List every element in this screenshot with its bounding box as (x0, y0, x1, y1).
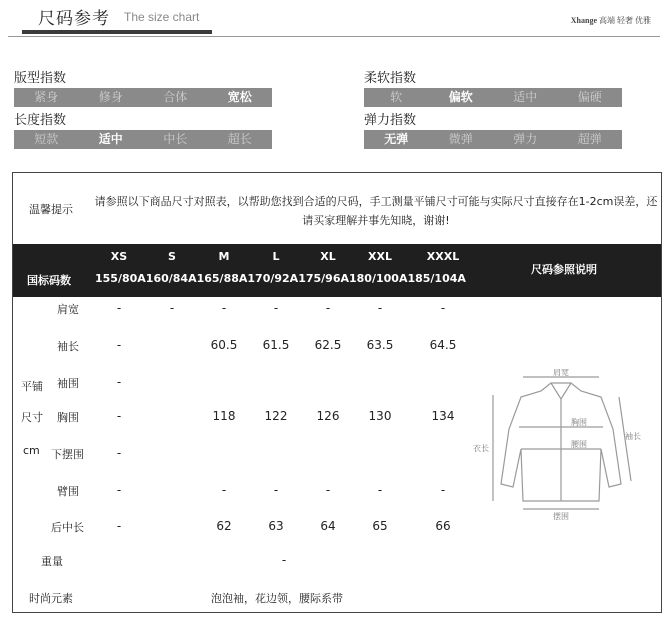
table-cell: - (377, 301, 383, 315)
side-label-flat: 平铺 (21, 380, 43, 393)
tip-section (13, 173, 661, 243)
index-option: 软 (390, 90, 403, 104)
index-option: 修身 (98, 90, 123, 104)
table-cell: 64.5 (429, 338, 457, 352)
table-cell: 130 (368, 409, 392, 423)
table-cell: 61.5 (262, 338, 290, 352)
index-option: 紧身 (34, 90, 59, 104)
figure-label-sleeve: 袖长 (625, 432, 641, 441)
brand-name: Xhange (570, 16, 597, 25)
size-header-l: L (272, 250, 280, 263)
elasticity-index (364, 112, 622, 149)
index-option: 超长 (227, 132, 252, 146)
table-cell: - (116, 375, 122, 389)
table-cell: - (325, 301, 331, 315)
figure-label-length: 衣长 (473, 444, 489, 453)
row-label: 臂围 (57, 485, 79, 498)
table-cell: 60.5 (210, 338, 238, 352)
table-cell: - (221, 301, 227, 315)
size-header-xs: XS (110, 250, 128, 263)
standard-code-label: 国标码数 (27, 274, 71, 287)
softness-index (364, 70, 622, 107)
softness-index-bar (364, 88, 622, 107)
table-cell: - (377, 483, 383, 497)
fit-index (14, 70, 272, 107)
row-label: 胸围 (57, 411, 79, 424)
index-option: 短款 (34, 132, 59, 146)
row-label: 袖长 (57, 340, 79, 353)
side-label-size: 尺寸 (21, 411, 43, 424)
table-cell: 65 (372, 519, 388, 533)
page-title: 尺码参考 (38, 9, 110, 29)
table-cell: - (221, 483, 227, 497)
fit-index-bar (14, 88, 272, 107)
index-option: 合体 (163, 90, 188, 104)
brand-tag: 高端 轻奢 优雅 (599, 16, 651, 25)
size-reference-label: 尺码参照说明 (531, 263, 597, 276)
length-index-bar (14, 130, 272, 149)
table-cell: - (116, 483, 122, 497)
table-cell: 63 (268, 519, 284, 533)
table-cell: 118 (212, 409, 236, 423)
table-cell: - (116, 519, 122, 533)
index-option: 偏硬 (577, 90, 602, 104)
figure-label-waist: 腰围 (571, 440, 587, 449)
side-label-unit: cm (23, 444, 40, 457)
figure-label-shoulder: 肩宽 (553, 369, 569, 377)
table-cell: - (440, 483, 446, 497)
tip-label: 温馨提示 (29, 203, 73, 216)
index-option: 宽松 (227, 90, 252, 104)
page-header (0, 0, 671, 44)
title-underline (22, 30, 212, 34)
index-option: 无弹 (384, 132, 409, 146)
figure-label-chest: 胸围 (571, 418, 587, 427)
index-option: 偏软 (448, 90, 473, 104)
index-option: 弹力 (513, 132, 538, 146)
table-cell: - (116, 446, 122, 460)
weight-label: 重量 (41, 555, 63, 568)
size-header-s: S (168, 250, 176, 263)
row-label: 袖围 (57, 377, 79, 390)
index-option: 中长 (163, 132, 188, 146)
table-cell: - (116, 338, 122, 352)
table-cell: - (116, 301, 122, 315)
index-option: 微弹 (448, 132, 473, 146)
elasticity-index-bar (364, 130, 622, 149)
table-cell: - (440, 301, 446, 315)
index-option: 适中 (98, 132, 123, 146)
header-divider (8, 36, 660, 37)
size-header-xxl: XXL (368, 250, 392, 263)
table-cell: 62 (216, 519, 232, 533)
table-cell: - (116, 409, 122, 423)
table-cell: 66 (435, 519, 451, 533)
page-subtitle: The size chart (124, 10, 200, 24)
row-label: 下摆围 (51, 448, 84, 461)
table-cell: 122 (264, 409, 288, 423)
table-cell: - (169, 301, 175, 315)
brand-logo (571, 15, 651, 26)
size-header-xxxl: XXXL (426, 250, 460, 263)
index-option: 超弹 (577, 132, 602, 146)
softness-index-label: 柔软指数 (364, 71, 417, 86)
table-cell: 126 (316, 409, 340, 423)
row-label: 肩宽 (57, 303, 79, 316)
table-cell: 62.5 (314, 338, 342, 352)
row-label: 后中长 (51, 521, 84, 534)
weight-value: - (281, 553, 287, 567)
table-cell: 63.5 (366, 338, 394, 352)
table-cell: - (325, 483, 331, 497)
size-header-m: M (218, 250, 230, 263)
size-table (12, 172, 662, 613)
elasticity-index-label: 弹力指数 (364, 113, 417, 128)
figure-label-hem: 摆围 (553, 512, 569, 521)
table-cell: - (273, 301, 279, 315)
tip-text: 请参照以下商品尺寸对照表，以帮助您找到合适的尺码，手工测量平铺尺寸可能与实际尺寸直接存在1-2cm误差，还请买家理解并事先知晓，谢谢! (94, 195, 658, 227)
fashion-label: 时尚元素 (29, 592, 73, 605)
table-cell: 64 (320, 519, 336, 533)
table-header (13, 244, 661, 297)
table-cell: 134 (431, 409, 455, 423)
table-cell: - (273, 483, 279, 497)
size-header-xl: XL (320, 250, 336, 263)
fit-index-label: 版型指数 (14, 71, 67, 86)
length-index-label: 长度指数 (14, 113, 67, 128)
fashion-value: 泡泡袖，花边领，腰际系带 (211, 592, 343, 605)
shirt-diagram (471, 369, 651, 529)
index-option: 适中 (513, 90, 538, 104)
length-index (14, 112, 272, 149)
standard-codes: 155/80A160/84A165/88A170/92A175/96A180/100A185/104A (95, 272, 466, 285)
